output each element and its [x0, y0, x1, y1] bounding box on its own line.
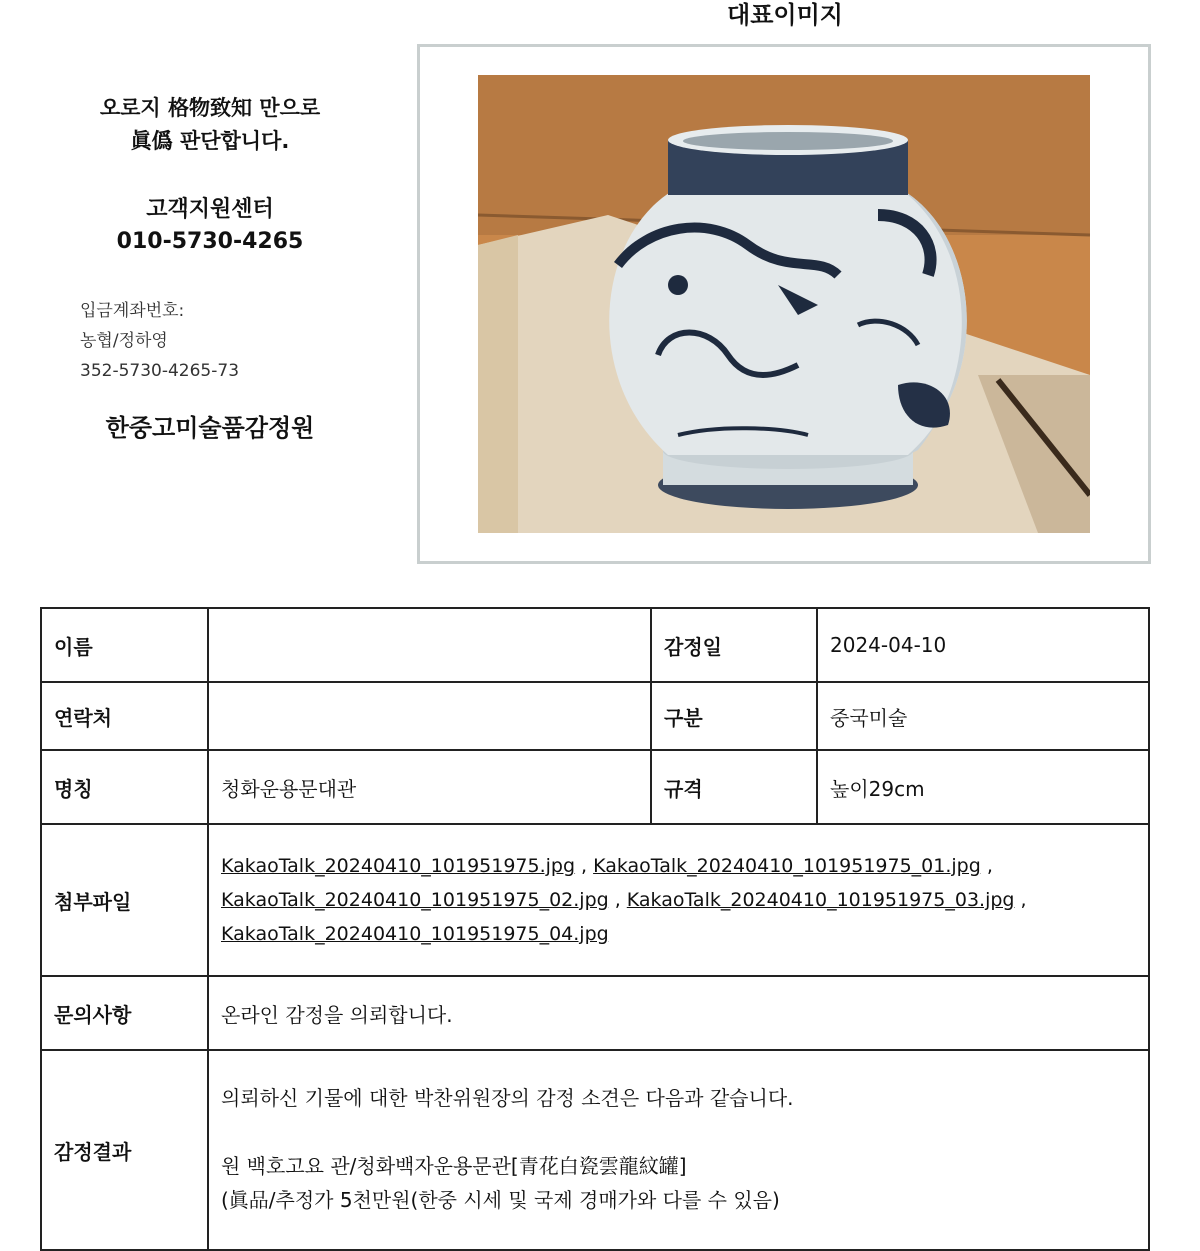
title-label: 명칭: [41, 750, 208, 824]
file-separator: ,: [614, 889, 621, 911]
inquiry-label: 문의사항: [41, 976, 208, 1050]
result-line: 원 백호고요 관/청화백자운용문관[青花白瓷雲龍紋罐]: [221, 1154, 687, 1178]
category-label: 구분: [651, 682, 817, 750]
attachment-link[interactable]: KakaoTalk_20240410_101951975_02.jpg: [221, 889, 609, 911]
table-row: [41, 1050, 1149, 1250]
table-row: [41, 750, 1149, 824]
image-section-title: 대표이미지: [727, 1, 843, 29]
name-label: 이름: [41, 608, 208, 682]
support-phone[interactable]: 010-5730-4265: [116, 229, 304, 254]
category-value: 중국미술: [817, 682, 1149, 750]
date-label: 감정일: [651, 608, 817, 682]
dragon-jar-photo-icon: [478, 75, 1090, 533]
table-row: [41, 608, 1149, 682]
contact-label: 연락처: [41, 682, 208, 750]
appraisal-table: [40, 607, 1150, 1251]
result-label: 감정결과: [41, 1050, 208, 1250]
file-separator: ,: [986, 855, 993, 877]
result-line: (眞品/추정가 5천만원(한중 시세 및 국제 경매가와 다를 수 있음): [221, 1188, 780, 1212]
jar-photo: [478, 75, 1090, 533]
account-number: 352-5730-4265-73: [80, 361, 240, 381]
inquiry-value: 온라인 감정을 의뢰합니다.: [208, 976, 1149, 1050]
result-value: [208, 1050, 1149, 1250]
attachment-link[interactable]: KakaoTalk_20240410_101951975_04.jpg: [221, 923, 609, 945]
date-value: 2024-04-10: [817, 608, 1149, 682]
files-label: 첨부파일: [41, 824, 208, 976]
attachment-link[interactable]: KakaoTalk_20240410_101951975.jpg: [221, 855, 576, 877]
account-label: 입금계좌번호:: [80, 301, 185, 321]
file-separator: ,: [581, 855, 588, 877]
org-name: 한중고미술품감정원: [105, 414, 315, 442]
tagline-line-1: 오로지 格物致知 만으로: [99, 96, 321, 120]
attachment-link[interactable]: KakaoTalk_20240410_101951975_03.jpg: [626, 889, 1015, 911]
title-value: 청화운용문대관: [208, 750, 651, 824]
table-row: [41, 976, 1149, 1050]
size-label: 규격: [651, 750, 817, 824]
contact-value: [208, 682, 651, 750]
file-separator: ,: [1020, 889, 1027, 911]
tagline-line-2: 眞僞 판단합니다.: [130, 129, 290, 153]
table-row: [41, 682, 1149, 750]
files-value: [208, 824, 1149, 976]
support-title: 고객지원센터: [146, 197, 274, 222]
attachment-link[interactable]: KakaoTalk_20240410_101951975_01.jpg: [593, 855, 981, 877]
size-value: 높이29cm: [817, 750, 1149, 824]
account-bank: 농협/정하영: [80, 331, 168, 351]
result-line: 의뢰하신 기물에 대한 박찬위원장의 감정 소견은 다음과 같습니다.: [221, 1086, 794, 1110]
name-value: [208, 608, 651, 682]
table-row: [41, 824, 1149, 976]
